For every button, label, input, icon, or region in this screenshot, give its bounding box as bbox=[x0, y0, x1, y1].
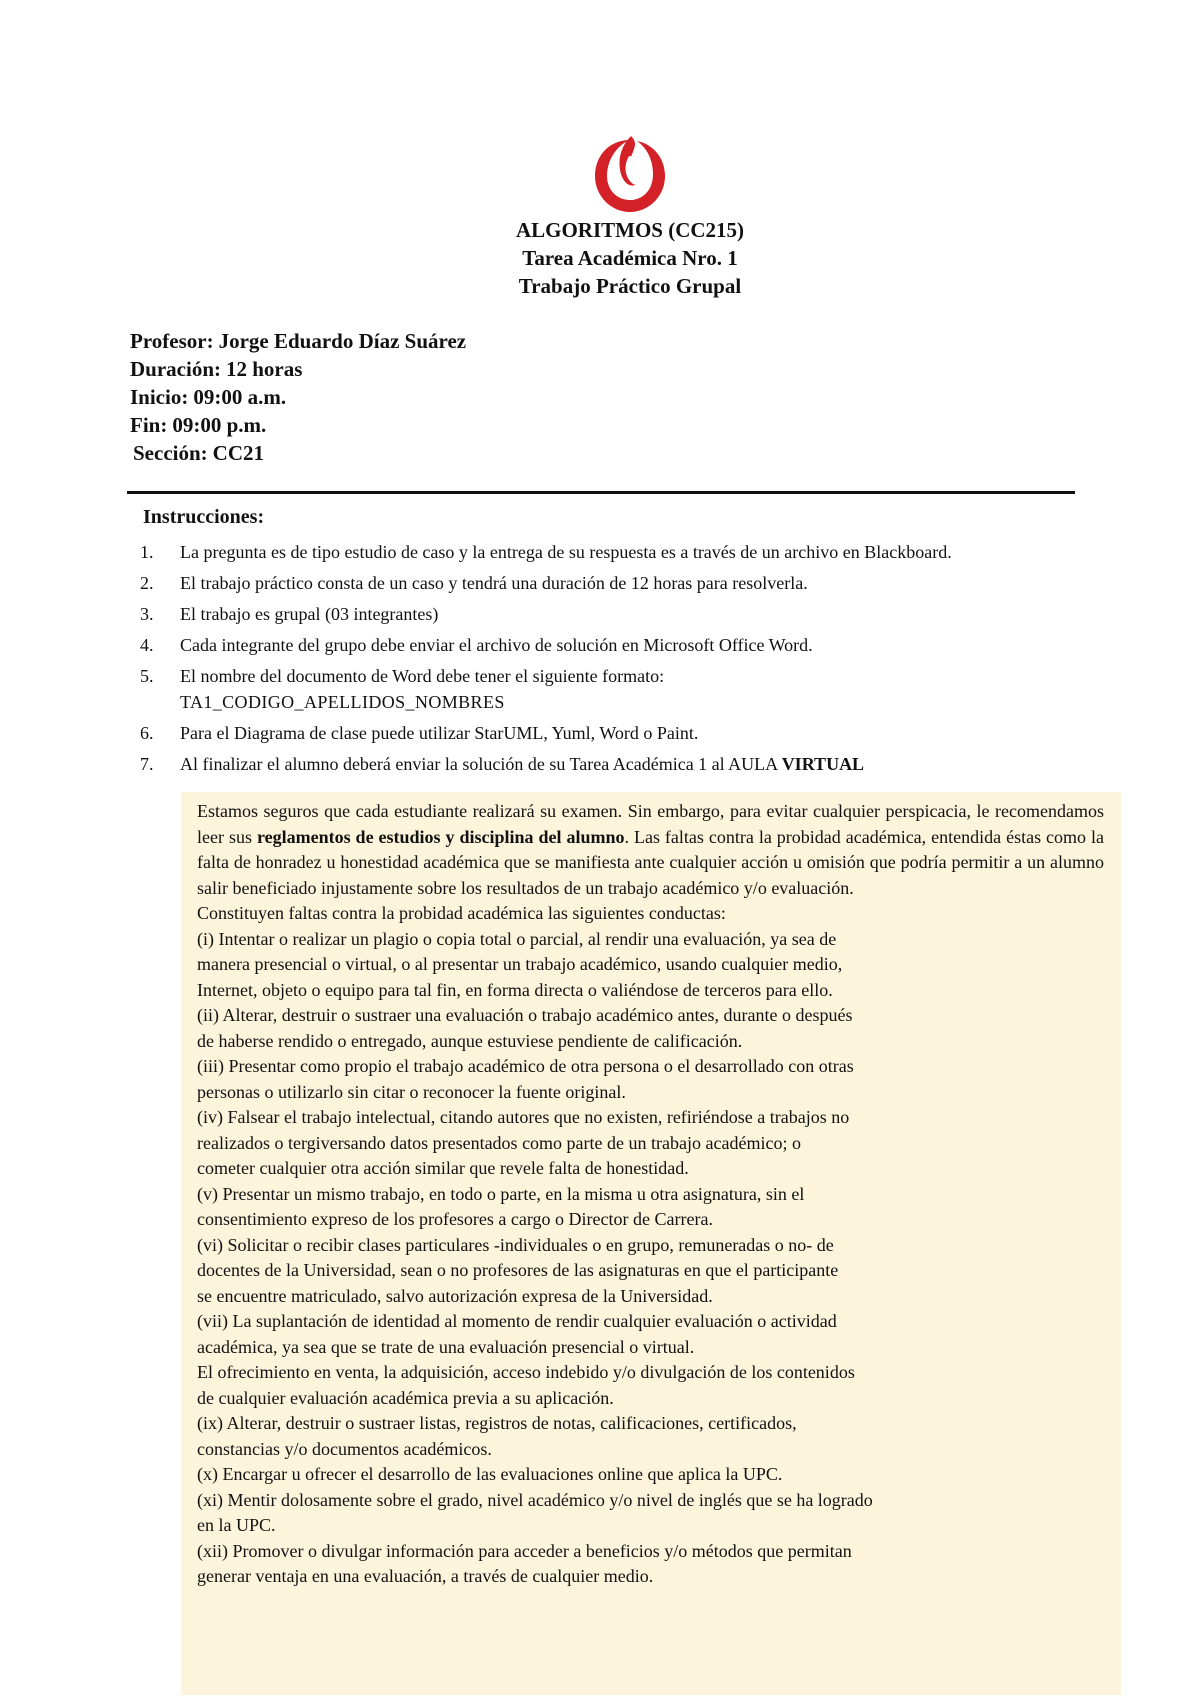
assignment-title: Tarea Académica Nro. 1 bbox=[522, 246, 738, 270]
notice-line: (ii) Alterar, destruir o sustraer una evaluación o trabajo académico antes, durante o después bbox=[197, 1005, 853, 1025]
item-text: Al finalizar el alumno deberá enviar la solución de su Tarea Académica 1 al AULA bbox=[180, 754, 782, 774]
notice-line: de cualquier evaluación académica previa a su aplicación. bbox=[197, 1387, 614, 1408]
list-item bbox=[140, 720, 1110, 746]
item-number: 6. bbox=[140, 723, 154, 743]
start-line bbox=[130, 383, 466, 411]
notice-line: (i) Intentar o realizar un plagio o copia total o parcial, al rendir una evaluación, ya sea de bbox=[197, 928, 837, 949]
professor-name: Jorge Eduardo Díaz Suárez bbox=[218, 329, 467, 353]
academic-integrity-notice bbox=[181, 792, 1121, 1695]
notice-line: (x) Encargar u ofrecer el desarrollo de las evaluaciones online que aplica la UPC. bbox=[197, 1464, 783, 1484]
assignment-info bbox=[130, 327, 466, 467]
notice-line: generar ventaja en una evaluación, a través de cualquier medio. bbox=[197, 1566, 654, 1586]
notice-line: se encuentre matriculado, salvo autorización expresa de la Universidad. bbox=[197, 1285, 713, 1306]
notice-line: El ofrecimiento en venta, la adquisición, acceso indebido y/o divulgación de los contenidos bbox=[197, 1362, 855, 1382]
notice-line: constancias y/o documentos académicos. bbox=[197, 1438, 492, 1459]
notice-line: manera presencial o virtual, o al presentar un trabajo académico, usando cualquier medio, bbox=[197, 954, 843, 974]
item-number: 5. bbox=[140, 666, 154, 686]
notice-intro-bold: reglamentos de estudios y disciplina del alumno bbox=[256, 826, 625, 847]
notice-line: consentimiento expreso de los profesores a cargo o Director de Carrera. bbox=[197, 1209, 713, 1229]
notice-line: (vii) La suplantación de identidad al momento de rendir cualquier evaluación o actividad bbox=[197, 1311, 837, 1331]
notice-line: Constituyen faltas contra la probidad académica las siguientes conductas: bbox=[197, 903, 726, 923]
notice-line: (ix) Alterar, destruir o sustraer listas, registros de notas, calificaciones, certificados, bbox=[197, 1413, 797, 1433]
item-number: 4. bbox=[140, 635, 154, 655]
notice-line: cometer cualquier otra acción similar que revele falta de honestidad. bbox=[197, 1158, 689, 1178]
end-value: 09:00 p.m. bbox=[172, 413, 267, 437]
filename-format: TA1_CODIGO_APELLIDOS_NOMBRES bbox=[180, 692, 505, 712]
course-title: ALGORITMOS (CC215) bbox=[515, 218, 745, 242]
start-value: 09:00 a.m. bbox=[193, 385, 287, 409]
item-number: 2. bbox=[140, 573, 154, 593]
section-value: CC21 bbox=[212, 441, 264, 465]
list-item bbox=[140, 632, 1110, 658]
notice-line: de haberse rendido o entregado, aunque estuviese pendiente de calificación. bbox=[197, 1030, 743, 1051]
instructions-list bbox=[140, 539, 1110, 782]
professor-label: Profesor: bbox=[130, 329, 214, 353]
notice-line: (v) Presentar un mismo trabajo, en todo o parte, en la misma u otra asignatura, sin el bbox=[197, 1183, 805, 1204]
notice-intro-start: Estamos seguros que cada estudiante realizará su examen. Sin embargo, para evitar cualquier perspicacia, le recomendamos leer sus bbox=[197, 801, 1104, 847]
notice-intro bbox=[197, 799, 1104, 901]
notice-line: docentes de la Universidad, sean o no profesores de las asignaturas en que el participante bbox=[197, 1260, 839, 1280]
item-text: El trabajo práctico consta de un caso y tendrá una duración de 12 horas para resolverla. bbox=[180, 573, 808, 593]
item-number: 7. bbox=[140, 754, 154, 774]
notice-intro-end: . Las faltas contra la probidad académica, entendida éstas como la falta de honradez u honestidad académica que se manifiesta ante cualquier acción u omisión que podría permitir a un alumno salir beneficiado injustamente sobre los resultados de un trabajo académico y/o evaluación. bbox=[197, 826, 1105, 898]
end-label: Fin: bbox=[130, 413, 168, 437]
duration-line bbox=[130, 355, 466, 383]
professor-line bbox=[130, 327, 466, 355]
notice-line: (xii) Promover o divulgar información para acceder a beneficios y/o métodos que permitan bbox=[197, 1540, 852, 1561]
notice-line: Internet, objeto o equipo para tal fin, en forma directa o valiéndose de terceros para ello. bbox=[197, 979, 833, 1000]
list-item bbox=[140, 601, 1110, 627]
item-text: El nombre del documento de Word debe tener el siguiente formato: bbox=[180, 666, 665, 686]
notice-line: en la UPC. bbox=[197, 1515, 276, 1535]
work-type-title: Trabajo Práctico Grupal bbox=[518, 274, 742, 298]
item-text: El trabajo es grupal (03 integrantes) bbox=[180, 604, 439, 624]
list-item bbox=[140, 539, 1110, 565]
section-line bbox=[130, 439, 466, 467]
item-number: 1. bbox=[140, 542, 154, 562]
notice-line: (xi) Mentir dolosamente sobre el grado, nivel académico y/o nivel de inglés que se ha logrado bbox=[197, 1489, 873, 1510]
item-text: Cada integrante del grupo debe enviar el archivo de solución en Microsoft Office Word. bbox=[180, 635, 813, 655]
notice-line: personas o utilizarlo sin citar o reconocer la fuente original. bbox=[197, 1081, 626, 1102]
start-label: Inicio: bbox=[130, 385, 189, 409]
item-number: 3. bbox=[140, 604, 154, 624]
item-text: Para el Diagrama de clase puede utilizar StarUML, Yuml, Word o Paint. bbox=[180, 723, 699, 743]
list-item bbox=[140, 663, 1110, 715]
item-text: La pregunta es de tipo estudio de caso y la entrega de su respuesta es a través de un archivo en Blackboard. bbox=[180, 542, 952, 562]
notice-line: académica, ya sea que se trate de una evaluación presencial o virtual. bbox=[197, 1336, 695, 1357]
list-item bbox=[140, 570, 1110, 596]
notice-line: (vi) Solicitar o recibir clases particulares -individuales o en grupo, remuneradas o no- de bbox=[197, 1234, 834, 1255]
list-item bbox=[140, 751, 1110, 777]
notice-line: realizados o tergiversando datos presentados como parte de un trabajo académico; o bbox=[197, 1132, 801, 1153]
end-line bbox=[130, 411, 466, 439]
duration-label: Duración: bbox=[130, 357, 221, 381]
document-title bbox=[0, 216, 1200, 300]
duration-value: 12 horas bbox=[226, 357, 303, 381]
instructions-heading: Instrucciones: bbox=[143, 506, 265, 528]
notice-line: (iii) Presentar como propio el trabajo académico de otra persona o el desarrollado con otras bbox=[197, 1056, 854, 1076]
horizontal-divider bbox=[127, 491, 1075, 494]
university-logo-icon bbox=[591, 134, 669, 216]
item-emphasis: VIRTUAL bbox=[781, 754, 865, 774]
section-label: Sección: bbox=[133, 441, 208, 465]
notice-line: (iv) Falsear el trabajo intelectual, citando autores que no existen, refiriéndose a trabajos no bbox=[197, 1107, 850, 1127]
